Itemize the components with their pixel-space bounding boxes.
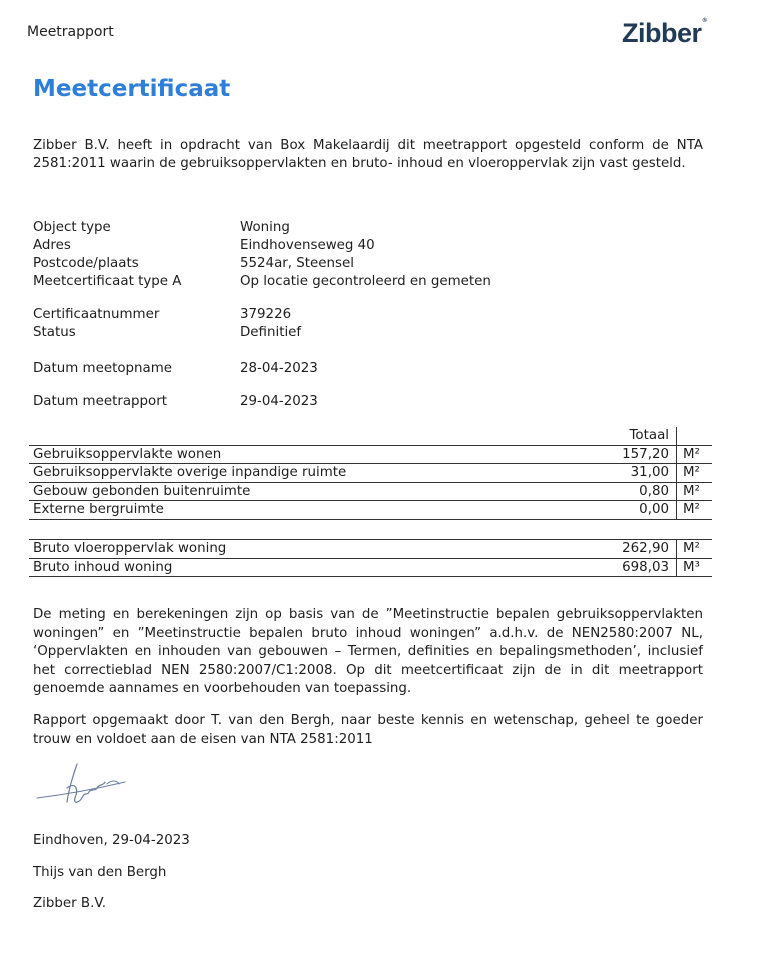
field-label: Object type (33, 220, 111, 235)
field-value: 5524ar, Steensel (240, 256, 354, 271)
measurement-table (29, 427, 712, 520)
zibber-logo: Zibber® (622, 18, 707, 48)
field-status (33, 324, 301, 342)
table-row (29, 558, 712, 577)
methodology-paragraph: De meting en berekeningen zijn op basis van de ”Meetinstructie bepalen gebruiksoppervlakten woningen” en ”Meetinstructie bepalen bruto inhoud woningen” a.d.h.v. de NEN2580:2007 NL, ‘Oppervlakten en inhouden van gebouwen – Termen, definities en bepalingsmethoden’, inclusief het correctieblad NEN 2580:2007/C1:2008. Op dit meetcertificaat zijn de in dit meetrapport genoemde aannames en voorbehouden van toepassing. (33, 607, 703, 696)
field-value: Woning (240, 220, 290, 235)
header-label: Meetrapport (27, 24, 114, 40)
field-datum-meetrapport (33, 393, 318, 411)
row-value: 698,03 (575, 558, 677, 577)
field-value: Definitief (240, 325, 302, 340)
field-label: Adres (33, 238, 71, 253)
table-row (29, 501, 712, 520)
row-unit: M³ (677, 558, 713, 577)
field-label: Datum meetrapport (33, 394, 167, 409)
signature-place-date: Eindhoven, 29-04-2023 (33, 833, 190, 848)
field-datum-meetopname (33, 360, 318, 378)
signature-name: Thijs van den Bergh (33, 865, 167, 880)
row-label: Bruto vloeroppervlak woning (29, 540, 575, 559)
field-adres (33, 237, 375, 255)
row-unit: M² (677, 501, 713, 520)
row-label: Externe bergruimte (29, 501, 575, 520)
row-value: 31,00 (575, 464, 677, 483)
field-value: 379226 (240, 307, 292, 322)
row-label: Gebouw gebonden buitenruimte (29, 482, 575, 501)
declaration-paragraph: Rapport opgemaakt door T. van den Bergh, naar beste kennis en wetenschap, geheel te goeder trouw en voldoet aan de eisen van NTA 2581:2011 (33, 713, 703, 747)
field-label: Postcode/plaats (33, 256, 139, 271)
row-label: Gebruiksoppervlakte overige inpandige ruimte (29, 464, 575, 483)
row-unit: M² (677, 464, 713, 483)
field-value: 29-04-2023 (240, 394, 318, 409)
field-label: Meetcertificaat type A (33, 274, 182, 289)
row-unit: M² (677, 540, 713, 559)
field-label: Status (33, 325, 76, 340)
table-row (29, 464, 712, 483)
field-label: Certificaatnummer (33, 307, 160, 322)
page-title: Meetcertificaat (33, 76, 231, 102)
row-unit: M² (677, 482, 713, 501)
field-label: Datum meetopname (33, 361, 172, 376)
row-unit: M² (677, 445, 713, 464)
row-value: 0,00 (575, 501, 677, 520)
row-label: Gebruiksoppervlakte wonen (29, 445, 575, 464)
field-certificate-type (33, 273, 491, 291)
row-value: 262,90 (575, 540, 677, 559)
field-value: Eindhovenseweg 40 (240, 238, 375, 253)
table-row (29, 445, 712, 464)
table-row (29, 540, 712, 559)
field-postcode (33, 255, 354, 273)
handwritten-signature (33, 758, 133, 820)
row-label: Bruto inhoud woning (29, 558, 575, 577)
bruto-table (29, 539, 712, 577)
signature-company: Zibber B.V. (33, 896, 107, 911)
table-row (29, 482, 712, 501)
intro-paragraph: Zibber B.V. heeft in opdracht van Box Makelaardij dit meetrapport opgesteld conform de NTA 2581:2011 waarin de gebruiksoppervlakten en bruto- inhoud en vloeroppervlak zijn vast gesteld. (33, 138, 703, 171)
table-header-row (29, 427, 712, 445)
row-value: 157,20 (575, 445, 677, 464)
field-value: Op locatie gecontroleerd en gemeten (240, 274, 491, 289)
row-value: 0,80 (575, 482, 677, 501)
table-header-totaal: Totaal (575, 427, 677, 445)
field-object-type (33, 219, 290, 237)
field-certificate-number (33, 306, 291, 324)
field-value: 28-04-2023 (240, 361, 318, 376)
